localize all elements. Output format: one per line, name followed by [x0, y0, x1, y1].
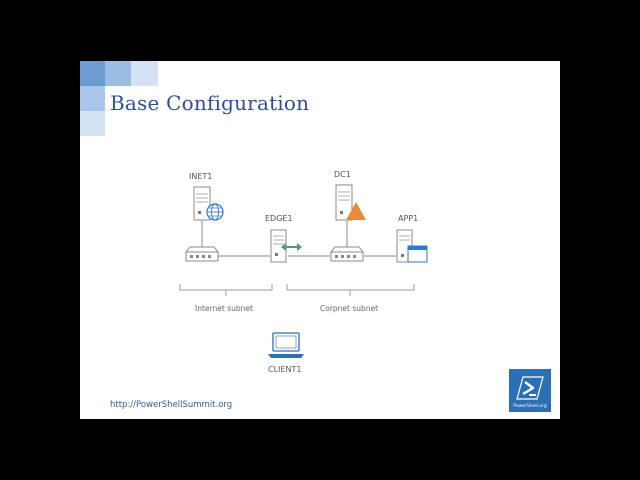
corpnet-subnet-bracket	[287, 284, 414, 296]
logo-text: PowerShell.org	[513, 404, 547, 409]
slide	[80, 61, 560, 419]
summit-url-link[interactable]: http://PowerShellSummit.org	[110, 400, 233, 410]
application-window-icon	[408, 246, 427, 262]
edge1-label: EDGE1	[265, 214, 293, 223]
globe-icon	[207, 204, 223, 220]
internet-subnet-label: Internet subnet	[195, 304, 253, 313]
app1-label: APP1	[398, 214, 419, 223]
corpnet-switch-icon	[331, 247, 363, 261]
dc1-label: DC1	[334, 170, 351, 179]
client1-label: CLIENT1	[268, 365, 302, 374]
laptop-icon	[268, 333, 304, 358]
powershell-logo	[509, 369, 551, 412]
corpnet-subnet-label: Corpnet subnet	[320, 304, 379, 313]
slide-title: Base Configuration	[110, 91, 310, 115]
network-diagram	[80, 61, 560, 419]
internet-subnet-bracket	[180, 284, 272, 296]
internet-switch-icon	[186, 247, 218, 261]
inet1-label: INET1	[189, 172, 213, 181]
